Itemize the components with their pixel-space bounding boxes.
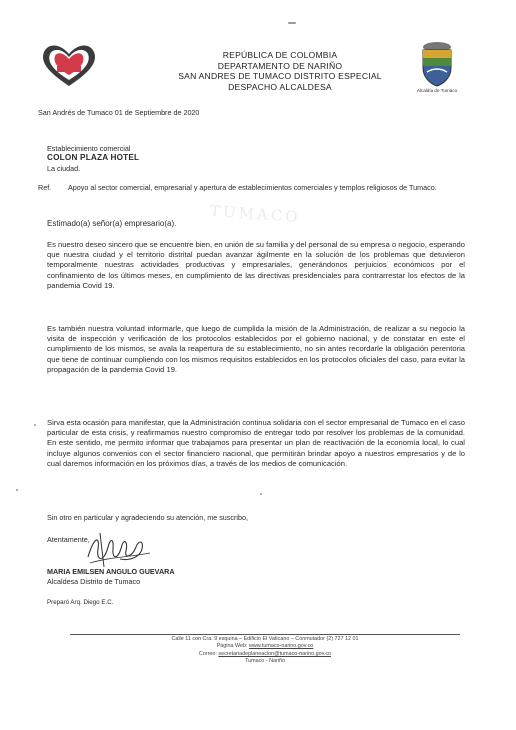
margin-mark: [16, 489, 18, 491]
signatory-name: MARIA EMILSEN ANGULO GUEVARA: [47, 567, 175, 576]
date-line: San Andrés de Tumaco 01 de Septiembre de 2020: [38, 108, 200, 117]
footer-web-line: [100, 643, 430, 650]
footer-city: Tumaco - Nariño: [245, 658, 285, 665]
margin-mark: [260, 493, 262, 495]
recipient-type: Establecimiento comercial: [47, 144, 131, 153]
header-district: SAN ANDRES DE TUMACO DISTRITO ESPECIAL: [178, 71, 382, 82]
header-country: REPÚBLICA DE COLOMBIA: [222, 50, 338, 60]
footer-email-label: Correo:: [198, 650, 217, 657]
salutation: Estimado(a) señor(a) empresario(a).: [47, 219, 177, 228]
footer: [100, 636, 430, 666]
closing-line: Sin otro en particular y agradeciendo su atención, me suscribo,: [47, 513, 248, 522]
footer-web-label: Página Web:: [216, 643, 248, 650]
ref-text: Apoyo al sector comercial, empresarial y apertura de establecimientos comerciales y templos religiosos de Tumaco.: [68, 183, 437, 192]
tumaco-heart-logo: [38, 40, 100, 90]
recipient-city: La ciudad.: [47, 164, 81, 173]
footer-web-link[interactable]: www.tumaco-narino.gov.co: [248, 643, 314, 650]
letterhead: [130, 50, 430, 92]
header-department: DEPARTAMENTO DE NARIÑO: [217, 60, 343, 71]
tumaco-watermark: TUMACO: [209, 201, 302, 227]
paragraph-2: Es también nuestra voluntad informarle, que luego de cumplida la misión de la Administración, de realizar a su negocio la visita de inspección y verificación de los protocolos establecidos por el gobierno nacional, y de constatar en este el cumplimiento de los mismos, se avala la reapertura de su establecimiento, no sin antes recordarle la obligación perentoria que tiene de continuar cumpliendo con los mismos requisitos establecidos en los protocolos oficiales del caso, para evitar la propagación de la pandemia Covid 19.: [47, 324, 465, 374]
shield-caption: Alcaldía de Tumaco: [416, 88, 458, 93]
header-office: DESPACHO ALCALDESA: [228, 81, 332, 92]
recipient-name: COLON PLAZA HOTEL: [47, 153, 140, 162]
handwritten-signature: [80, 527, 160, 572]
signatory-title: Alcaldesa Distrito de Tumaco: [47, 577, 141, 586]
footer-divider: [70, 634, 460, 635]
paragraph-3: Sirva esta ocasión para manifestar, que la Administración continua solidaria con el sector empresarial de Tumaco en el caso particular de esta crisis, y reafirmamos nuestro compromiso de entregar todo por resolver los problemas de la comunidad. En este sentido, me permito informar que trabajamos para presentar un plan de reactivación de la economía local, lo cual incluye algunos convenios con el sector financiero nacional, que permitirán brindar apoyo a nuestros empresarios y de lo cual daremos información en los próximos días, a través de los medios de comunicación.: [47, 418, 465, 468]
paragraph-1: Es nuestro deseo sincero que se encuentre bien, en unión de su familia y del personal de su empresa o negocio, esperando que nuestra ciudad y el territorio distrital puedan avanzar ágilmente en la solución de los problemas que detuvieron temporalmente nuestras actividades productivas y empresariales, generándonos perjuicios económicos por el confinamiento de los últimos meses, en cumplimiento de las directivas presidenciales para contrarrestar los efectos de la pandemia Covid 19.: [47, 240, 465, 290]
footer-address: Calle 11 con Cra. 9 esquina – Edificio El Vaticano – Conmutador (2) 727 12 01: [171, 636, 359, 642]
scan-mark: [288, 22, 296, 24]
valediction: Atentamente,: [47, 535, 90, 544]
margin-mark: [34, 424, 36, 426]
ref-label: Ref.: [38, 183, 52, 192]
prepared-by: Preparó Arq. Diego E.C.: [47, 599, 114, 606]
footer-email-link[interactable]: secretariadeplaneacion@tumaco-narino.gov.co: [218, 650, 332, 657]
footer-email-line: [100, 651, 430, 658]
